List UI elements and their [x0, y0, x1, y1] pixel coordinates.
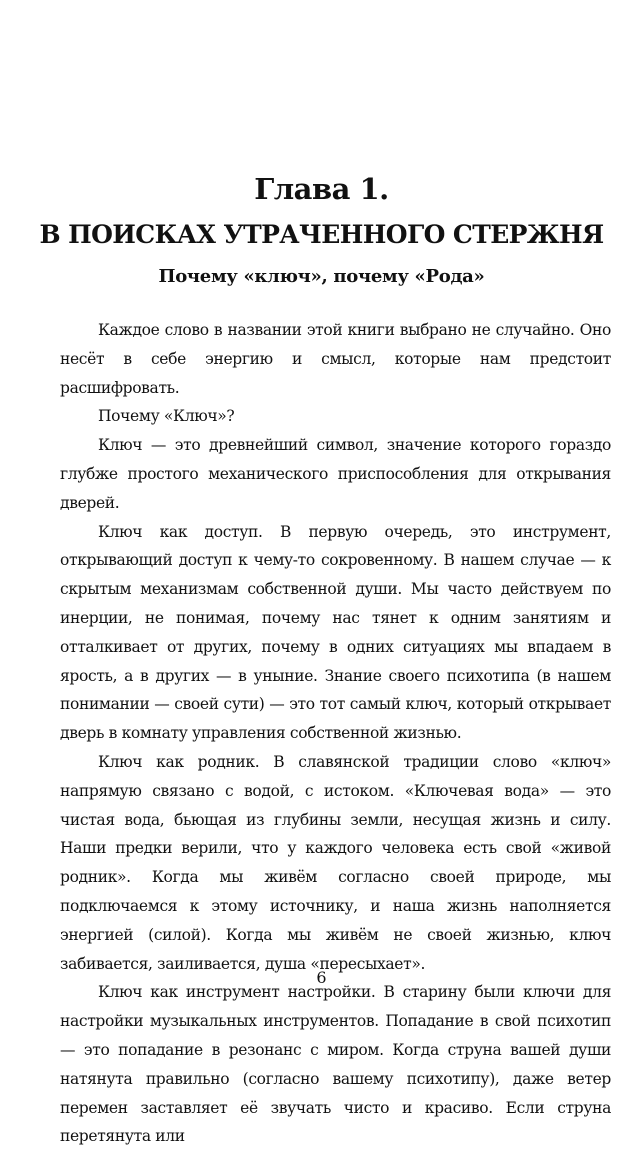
- paragraph: Почему «Ключ»?: [98, 407, 235, 426]
- paragraph: Ключ — это древнейший символ, значение которого гораздо глубже простого механического приспособления для открывания дверей.: [60, 436, 611, 512]
- chapter-title: В ПОИСКАХ УТРАЧЕННОГО СТЕРЖНЯ: [39, 220, 604, 249]
- body-text: [60, 316, 611, 1151]
- chapter-heading: [0, 166, 643, 258]
- section-title: Почему «ключ», почему «Рода»: [158, 266, 485, 287]
- paragraph: Каждое слово в названии этой книги выбрано не случайно. Оно несёт в себе энергию и смысл, которые нам предстоит расшифровать.: [60, 321, 611, 397]
- page-number: 6: [316, 968, 327, 987]
- paragraph: Ключ как доступ. В первую очередь, это инструмент, открывающий доступ к чему-то сокровенному. В нашем случае — к скрытым механизмам собственной души. Мы часто действуем по инерции, не понимая, почему нас тянет к одним занятиям и отталкивает от других, почему в одних ситуациях мы впадаем в ярость, а в других — в уныние. Знание своего психотипа (в нашем понимании — своей сути) — это тот самый ключ, который открывает дверь в комнату управления собственной жизнью.: [60, 522, 611, 743]
- paragraph: Ключ как инструмент настройки. В старину были ключи для настройки музыкальных инструментов. Попадание в свой психотип — это попадание в резонанс с миром. Когда струна вашей души натянута правильно (согласно вашему психотипу), даже ветер перемен заставляет её звучать чисто и красиво. Если струна перетянута или: [60, 983, 611, 1146]
- chapter-number: Глава 1.: [254, 172, 389, 206]
- paragraph: Ключ как родник. В славянской традиции слово «ключ» напрямую связано с водой, с истоком. «Ключевая вода» — это чистая вода, бьющая из глубины земли, несущая жизнь и силу. Наши предки верили, что у каждого человека есть свой «живой родник». Когда мы живём согласно своей природе, мы подключаемся к этому источнику, и наша жизнь наполняется энергией (силой). Когда мы живём не своей жизнью, ключ забивается, заиливается, душа «пересыхает».: [60, 752, 611, 973]
